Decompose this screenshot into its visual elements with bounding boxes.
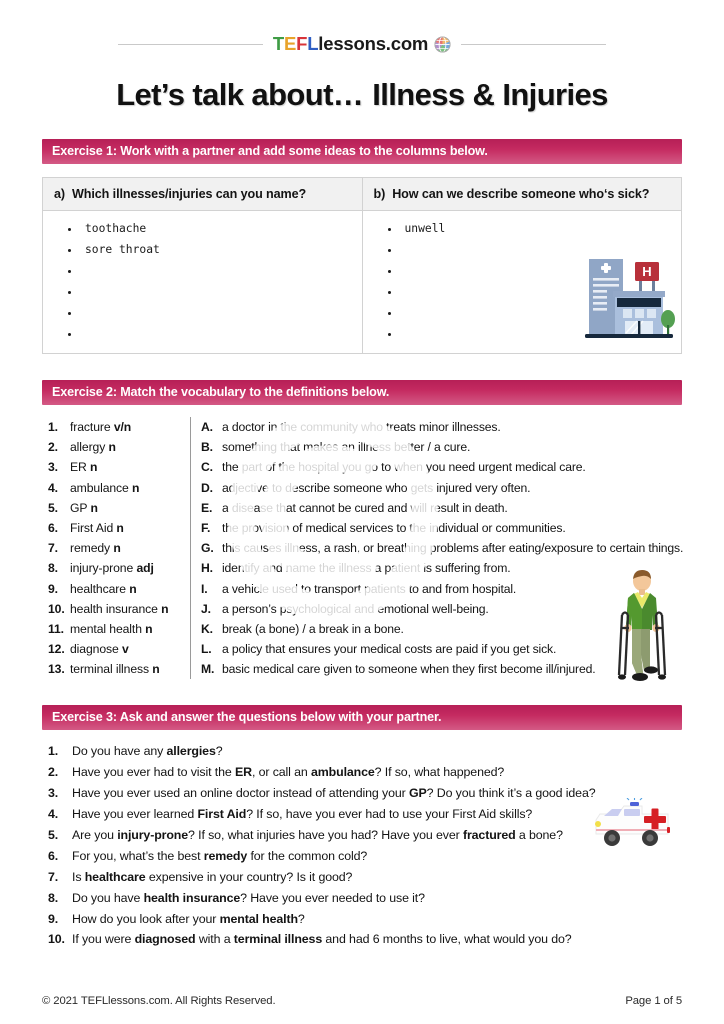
list-item[interactable] (48, 639, 188, 659)
brand-header (42, 0, 682, 55)
question-number: 5. (48, 828, 59, 842)
exercise-2-band: Exercise 2: Match the vocabulary to the definitions below. (42, 380, 682, 405)
exercise-1-column-a-header (43, 178, 363, 211)
exercise-1-column-a-answers[interactable] (43, 211, 363, 354)
list-item[interactable] (81, 305, 352, 326)
definition-text: the part of the hospital you go to when you need urgent medical care. (222, 460, 586, 475)
logo-letter-e: E (283, 33, 297, 54)
page-footer (42, 995, 682, 1007)
list-item[interactable]: • toothache (81, 221, 352, 242)
question-text: Do you have health insurance? Have you ever needed to use it? (72, 890, 425, 905)
table-row-answers (43, 211, 682, 354)
definition-letter: I. (201, 581, 208, 596)
definition-letter: K. (201, 621, 213, 636)
logo-letter-l: L (307, 33, 319, 54)
vocab-number: 13. (48, 662, 65, 677)
list-item[interactable] (48, 867, 682, 888)
vocab-term: mental health n (70, 621, 153, 636)
vocabulary-column (42, 417, 188, 679)
list-item[interactable] (48, 518, 188, 538)
brand-rule-right (461, 44, 606, 45)
list-item[interactable] (48, 437, 188, 457)
list-item[interactable]: • unwell (401, 221, 672, 242)
list-item[interactable] (48, 619, 188, 639)
page-title-lead: Let’s talk about… (116, 77, 364, 112)
list-item[interactable] (48, 783, 682, 804)
vocab-number: 10. (48, 601, 65, 616)
hospital-illustration (575, 245, 675, 350)
definition-letter: F. (201, 520, 211, 535)
list-item[interactable] (48, 825, 682, 846)
list-item[interactable] (201, 538, 683, 558)
definition-letter: L. (201, 642, 212, 657)
vocab-number: 4. (48, 480, 58, 495)
vocab-term: ER n (70, 460, 98, 475)
definition-text: identify and name the illness a patient is suffering from. (222, 561, 511, 576)
vocab-number: 8. (48, 561, 58, 576)
list-item[interactable] (48, 659, 188, 679)
logo-domain-text: lessons.com (318, 33, 429, 54)
vocab-number: 6. (48, 520, 58, 535)
tefllessons-logo (273, 33, 451, 55)
list-item[interactable] (48, 498, 188, 518)
vocab-term: diagnose v (70, 642, 129, 657)
question-text: If you were diagnosed with a terminal illness and had 6 months to live, what would you do? (72, 932, 572, 947)
logo-letter-t: T (272, 33, 284, 54)
question-text: Have you ever learned First Aid? If so, have you ever had to use your First Aid skills? (72, 807, 533, 822)
vocab-term: remedy n (70, 541, 121, 556)
definition-letter: M. (201, 662, 215, 677)
column-b-letter: b) (373, 187, 386, 201)
list-item[interactable] (81, 263, 352, 284)
vocab-term: healthcare n (70, 581, 137, 596)
logo-letter-f: F (296, 33, 308, 54)
brand-rule-left (118, 44, 263, 45)
vocab-number: 12. (48, 642, 65, 657)
list-item[interactable] (48, 804, 682, 825)
question-number: 4. (48, 807, 59, 822)
question-number: 3. (48, 786, 59, 801)
table-row-headers (43, 178, 682, 211)
column-a-letter: a) (54, 187, 65, 201)
svg-text:H: H (642, 264, 652, 279)
list-item[interactable] (48, 538, 188, 558)
column-a-prompt: Which illnesses/injuries can you name? (72, 187, 307, 201)
list-item[interactable]: • sore throat (81, 242, 352, 263)
exercise-1-table (42, 177, 682, 354)
page-title-topic: Illness & Injuries (372, 77, 608, 112)
definition-text: a disease that cannot be cured and will result in death. (222, 500, 508, 515)
list-item[interactable] (48, 558, 188, 578)
vocab-term: fracture v/n (70, 420, 132, 434)
question-number: 9. (48, 911, 59, 926)
exercise-1-band: Exercise 1: Work with a partner and add some ideas to the columns below. (42, 139, 682, 164)
list-item[interactable] (48, 888, 682, 909)
definition-letter: A. (201, 420, 213, 434)
list-item[interactable] (201, 498, 683, 518)
question-number: 1. (48, 744, 59, 759)
exercise-1-column-b-header (362, 178, 682, 211)
question-text: For you, what’s the best remedy for the common cold? (72, 848, 368, 863)
list-item[interactable] (48, 762, 682, 783)
list-item[interactable] (81, 284, 352, 305)
footer-copyright: © 2021 TEFLlessons.com. All Rights Reserved. (42, 995, 276, 1007)
list-item[interactable] (201, 437, 683, 457)
exercise-3-band: Exercise 3: Ask and answer the questions below with your partner. (42, 705, 682, 730)
question-number: 8. (48, 890, 59, 905)
definition-letter: B. (201, 440, 213, 455)
list-item[interactable] (48, 599, 188, 619)
definition-letter: D. (201, 480, 213, 495)
question-number: 7. (48, 869, 59, 884)
question-text: Are you injury-prone? If so, what injuries have you had? Have you ever fractured a bone? (72, 828, 563, 842)
definition-text: a policy that ensures your medical costs are paid if you get sick. (222, 642, 557, 657)
globe-icon (434, 36, 451, 53)
definition-text: a doctor in the community who treats minor illnesses. (222, 420, 501, 434)
definition-text: break (a bone) / a break in a bone. (222, 621, 404, 636)
vocab-term: injury-prone adj (70, 561, 154, 576)
definition-text: the provision of medical services to the individual or communities. (222, 520, 566, 535)
question-text: Have you ever had to visit the ER, or call an ambulance? If so, what happened? (72, 765, 505, 780)
ambulance-illustration (588, 798, 674, 855)
definition-letter: C. (201, 460, 213, 475)
vocab-term: ambulance n (70, 480, 140, 495)
exercise-2-content (42, 417, 682, 679)
definition-letter: G. (201, 541, 214, 556)
question-text: Is healthcare expensive in your country? Is it good? (72, 869, 353, 884)
definition-text: a vehicle used to transport patients to and from hospital. (222, 581, 517, 596)
list-item[interactable] (201, 417, 683, 437)
vocab-number: 2. (48, 440, 58, 455)
definition-text: this causes illness, a rash, or breathing problems after eating/exposure to certain things. (222, 541, 684, 556)
vocab-number: 11. (48, 621, 64, 636)
definition-letter: E. (201, 500, 213, 515)
definition-text: basic medical care given to someone when they first become ill/injured. (222, 662, 596, 677)
vocab-number: 9. (48, 581, 58, 596)
column-b-prompt: How can we describe someone who‘s sick? (392, 187, 650, 201)
list-item[interactable] (48, 417, 188, 437)
vocab-number: 7. (48, 541, 58, 556)
question-text: Do you have any allergies? (72, 744, 223, 759)
question-number: 10. (48, 932, 65, 947)
definition-letter: H. (201, 561, 213, 576)
definition-text: a person’s psychological and emotional well-being. (222, 601, 489, 616)
definition-text: adjective to describe someone who gets injured very often. (222, 480, 531, 495)
list-item[interactable] (48, 846, 682, 867)
question-text: Have you ever used an online doctor instead of attending your GP? Do you think it’s a good idea? (72, 786, 596, 801)
list-item[interactable] (48, 741, 682, 762)
vocab-term: First Aid n (70, 520, 124, 535)
question-text: How do you look after your mental health? (72, 911, 305, 926)
vocab-number: 1. (48, 420, 58, 434)
list-item[interactable] (48, 579, 188, 599)
vocab-term: GP n (70, 500, 98, 515)
footer-page-number: Page 1 of 5 (625, 995, 682, 1007)
list-item[interactable] (81, 326, 352, 347)
vocab-term: terminal illness n (70, 662, 160, 677)
exercise-1-column-b-answers[interactable] (362, 211, 682, 354)
vocab-number: 3. (48, 460, 58, 475)
vocab-term: health insurance n (70, 601, 169, 616)
exercise-3-content (42, 741, 682, 950)
vocab-number: 5. (48, 500, 58, 515)
definition-text: something that makes an illness better / a cure. (222, 440, 471, 455)
question-number: 6. (48, 848, 59, 863)
page-title (42, 77, 682, 113)
list-item[interactable] (201, 518, 683, 538)
answer-list-a[interactable] (81, 221, 352, 347)
question-number: 2. (48, 765, 59, 780)
man-on-crutches-illustration (604, 567, 678, 690)
list-item[interactable] (48, 478, 188, 498)
list-item[interactable] (201, 478, 683, 498)
definition-letter: J. (201, 601, 211, 616)
list-item[interactable] (48, 909, 682, 930)
list-item[interactable] (201, 457, 683, 477)
list-item[interactable] (48, 929, 682, 950)
vocab-term: allergy n (70, 440, 116, 455)
list-item[interactable] (48, 457, 188, 477)
